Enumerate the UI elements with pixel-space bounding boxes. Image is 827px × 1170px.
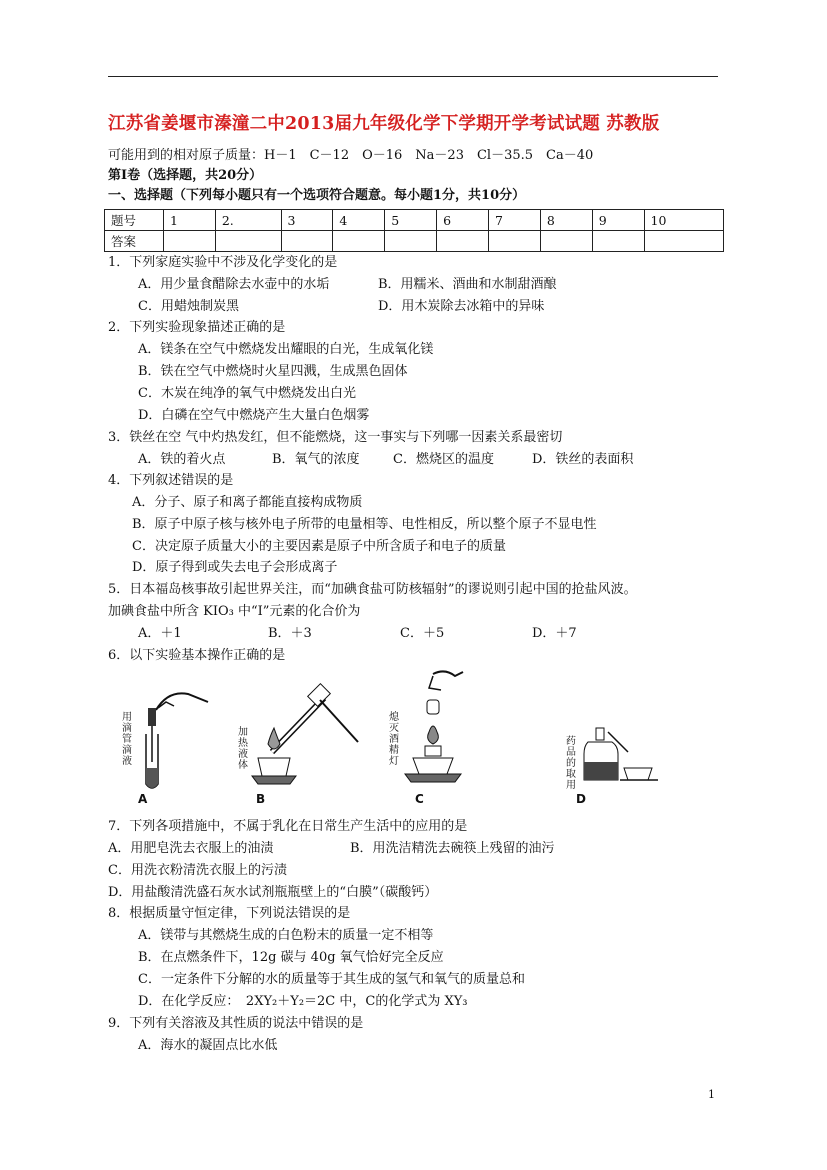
- question-1-stem: 1．下列家庭实验中不涉及化学变化的是: [108, 255, 338, 270]
- part-title: 第Ⅰ卷（选择题，共20分）: [108, 168, 263, 183]
- figure-d-label: 药品的取用: [566, 736, 576, 791]
- question-1-option-a: A．用少量食醋除去水壶中的水垢: [138, 277, 330, 292]
- answer-cell[interactable]: [164, 231, 216, 252]
- question-8-option-c: C．一定条件下分解的水的质量等于其生成的氢气和氧气的质量总和: [138, 972, 525, 987]
- figure-b: [228, 672, 368, 812]
- page-number: 1: [708, 1088, 715, 1101]
- question-1-option-c: C．用蜡烛制炭黑: [138, 299, 239, 314]
- figure-a: [108, 672, 218, 812]
- question-7-stem: 7．下列各项措施中，不属于乳化在日常生产生活中的应用的是: [108, 819, 468, 834]
- question-7-option-a: A．用肥皂洗去衣服上的油渍: [108, 841, 274, 856]
- question-3-stem: 3．铁丝在空 气中灼热发红，但不能燃烧，这一事实与下列哪一因素关系最密切: [108, 430, 563, 445]
- table-cell: 9: [592, 210, 644, 231]
- figure-a-caption: A: [138, 792, 148, 806]
- figure-c: [383, 666, 483, 812]
- answer-cell[interactable]: [215, 231, 281, 252]
- question-1-option-d: D．用木炭除去冰箱中的异味: [378, 299, 545, 314]
- answer-cell[interactable]: [592, 231, 644, 252]
- question-5-option-b: B．＋3: [268, 626, 312, 641]
- figure-c-label: 熄灭酒精灯: [389, 712, 399, 767]
- table-cell: 7: [488, 210, 540, 231]
- question-3-option-c: C．燃烧区的温度: [393, 452, 494, 467]
- question-9-option-a: A．海水的凝固点比水低: [138, 1038, 278, 1053]
- answer-cell[interactable]: [488, 231, 540, 252]
- question-2-option-c: C．木炭在纯净的氧气中燃烧发出白光: [138, 386, 356, 401]
- table-row: [105, 210, 724, 231]
- table-cell: 1: [164, 210, 216, 231]
- question-2-option-b: B．铁在空气中燃烧时火星四溅，生成黑色固体: [138, 364, 408, 379]
- header-rule: [108, 76, 718, 77]
- question-4-option-d: D．原子得到或失去电子会形成离子: [132, 560, 338, 575]
- table-cell: 10: [644, 210, 723, 231]
- figure-a-label: 用滴管滴液: [122, 712, 132, 767]
- table-cell: 3: [281, 210, 333, 231]
- question-2-option-a: A．镁条在空气中燃烧发出耀眼的白光，生成氧化镁: [138, 342, 434, 357]
- question-8-option-d: D．在化学反应： 2XY₂＋Y₂＝2C 中，C的化学式为 XY₃: [138, 994, 468, 1009]
- atomic-masses: 可能用到的相对原子质量：H－1 C－12 O－16 Na－23 Cl－35.5 Ca－40: [108, 148, 594, 163]
- question-3-option-d: D．铁丝的表面积: [532, 452, 634, 467]
- question-5-stem-1: 5．日本福岛核事故引起世界关注，而“加碘食盐可防核辐射”的谬说则引起中国的抢盐风波。: [108, 582, 637, 597]
- table-row: [105, 231, 724, 252]
- question-8-stem: 8．根据质量守恒定律，下列说法错误的是: [108, 906, 351, 921]
- answer-table: [104, 209, 724, 252]
- table-row-label: 题号: [105, 210, 164, 231]
- table-cell: 2.: [215, 210, 281, 231]
- table-cell: 5: [385, 210, 437, 231]
- answer-cell[interactable]: [437, 231, 489, 252]
- answer-cell[interactable]: [644, 231, 723, 252]
- question-2-stem: 2．下列实验现象描述正确的是: [108, 320, 286, 335]
- table-row-label: 答案: [105, 231, 164, 252]
- table-cell: 4: [333, 210, 385, 231]
- answer-cell[interactable]: [281, 231, 333, 252]
- question-2-option-d: D．白磷在空气中燃烧产生大量白色烟雾: [138, 408, 370, 423]
- figure-d-caption: D: [576, 792, 586, 806]
- question-4-option-c: C．决定原子质量大小的主要因素是原子中所含质子和电子的质量: [132, 539, 506, 554]
- question-5-option-a: A．＋1: [138, 626, 182, 641]
- figure-b-caption: B: [256, 792, 266, 806]
- question-4-stem: 4．下列叙述错误的是: [108, 473, 234, 488]
- question-7-option-c: C．用洗衣粉清洗衣服上的污渍: [108, 863, 287, 878]
- question-9-stem: 9．下列有关溶液及其性质的说法中错误的是: [108, 1016, 364, 1031]
- answer-cell[interactable]: [333, 231, 385, 252]
- question-3-option-a: A．铁的着火点: [138, 452, 226, 467]
- question-5-option-d: D．＋7: [532, 626, 577, 641]
- question-8-option-b: B．在点燃条件下，12g 碳与 40g 氧气恰好完全反应: [138, 950, 444, 965]
- table-cell: 8: [540, 210, 592, 231]
- question-5-option-c: C．＋5: [400, 626, 445, 641]
- figure-c-caption: C: [415, 792, 424, 806]
- page-title: 江苏省姜堰市溱潼二中2013届九年级化学下学期开学考试试题 苏教版: [108, 114, 660, 134]
- question-7-option-d: D．用盐酸清洗盛石灰水试剂瓶瓶壁上的“白膜”（碳酸钙）: [108, 885, 438, 900]
- question-1-option-b: B．用糯米、酒曲和水制甜酒酿: [378, 277, 557, 292]
- lab-operation-figures: [108, 672, 668, 812]
- question-7-option-b: B．用洗洁精洗去碗筷上残留的油污: [350, 841, 555, 856]
- figure-d: [548, 672, 668, 812]
- question-6-stem: 6．以下实验基本操作正确的是: [108, 648, 286, 663]
- answer-cell[interactable]: [385, 231, 437, 252]
- answer-cell[interactable]: [540, 231, 592, 252]
- table-cell: 6: [437, 210, 489, 231]
- question-4-option-a: A．分子、原子和离子都能直接构成物质: [132, 495, 363, 510]
- figure-b-label: 加热液体: [238, 727, 248, 771]
- question-4-option-b: B．原子中原子核与核外电子所带的电量相等、电性相反，所以整个原子不显电性: [132, 517, 597, 532]
- question-3-option-b: B．氧气的浓度: [272, 452, 360, 467]
- question-5-stem-2: 加碘食盐中所含 KIO₃ 中“I”元素的化合价为: [108, 604, 361, 619]
- section-heading: 一、选择题（下列每小题只有一个选项符合题意。每小题1分，共10分）: [108, 188, 526, 203]
- question-8-option-a: A．镁带与其燃烧生成的白色粉末的质量一定不相等: [138, 928, 434, 943]
